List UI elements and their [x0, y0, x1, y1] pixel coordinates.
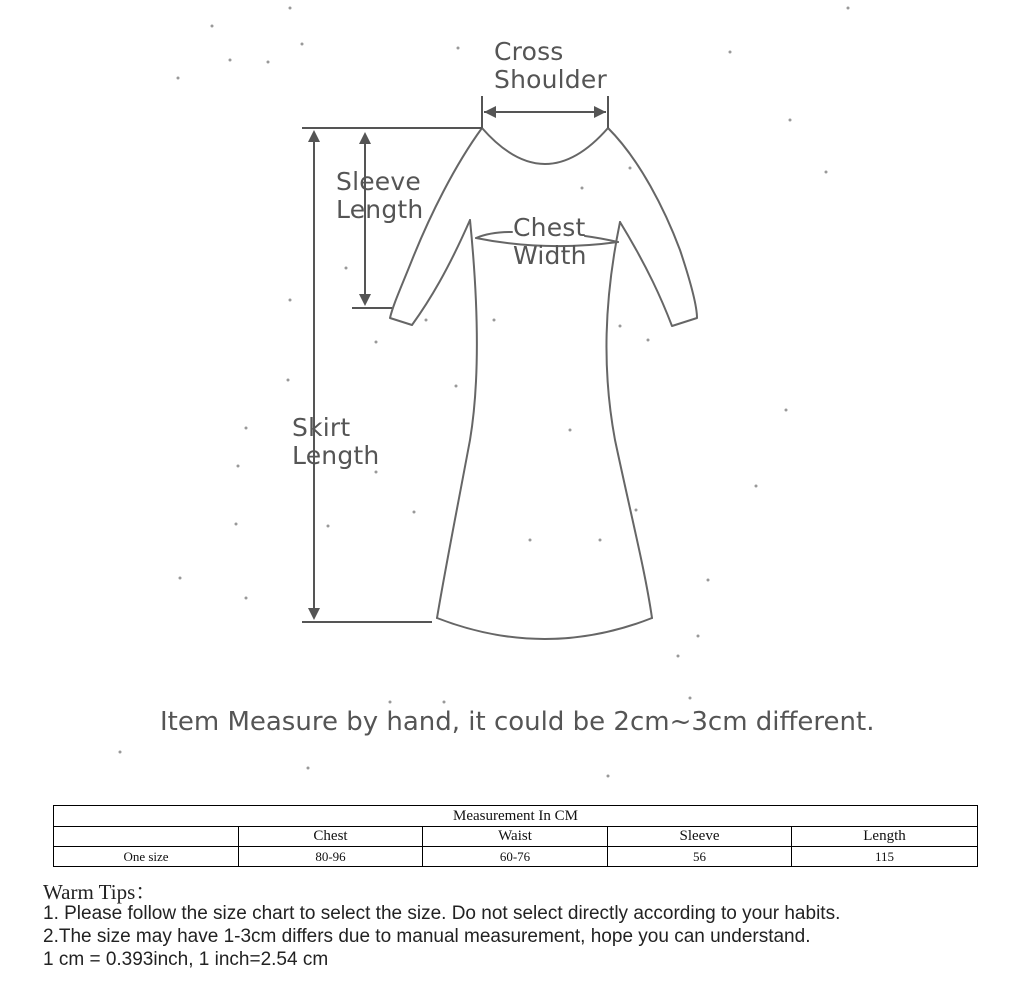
cell-length: 115	[792, 847, 978, 867]
sleeve-length-label-line-2: Length	[336, 195, 424, 224]
table-row	[54, 847, 978, 867]
cell-chest: 80-96	[239, 847, 423, 867]
body-left-side	[437, 220, 477, 618]
sleeve-length-label	[336, 168, 423, 224]
header-cell-length: Length	[792, 827, 978, 847]
tip-line-2: 2.The size may have 1-3cm differs due to manual measurement, hope you can understand.	[43, 926, 811, 947]
right-sleeve	[608, 128, 697, 326]
size-table-caption-row	[54, 806, 978, 827]
sleeve-length-arrow-top	[359, 132, 371, 144]
neckline	[482, 128, 608, 164]
cell-sleeve: 56	[608, 847, 792, 867]
size-table-caption: Measurement In CM	[54, 806, 978, 827]
tip-line-3: 1 cm = 0.393inch, 1 inch=2.54 cm	[43, 949, 329, 970]
size-table-header-row	[54, 827, 978, 847]
cross-shoulder-label	[494, 38, 607, 94]
cross-shoulder-label-line-1: Cross	[494, 37, 564, 66]
tip-line-1: 1. Please follow the size chart to select the size. Do not select directly according to your habits.	[43, 903, 841, 924]
skirt-length-label	[292, 414, 379, 470]
cross-shoulder-label-line-2: Shoulder	[494, 65, 607, 94]
body-right-side	[606, 222, 652, 618]
size-table	[53, 805, 978, 867]
cross-shoulder-arrow-right	[594, 106, 606, 118]
sleeve-length-label-line-1: Sleeve	[336, 167, 421, 196]
left-sleeve	[390, 128, 482, 325]
measurement-note: Item Measure by hand, it could be 2cm~3cm different.	[160, 707, 875, 737]
chest-width-label	[513, 214, 587, 270]
skirt-length-arrow-bottom	[308, 608, 320, 620]
skirt-length-label-line-2: Length	[292, 441, 380, 470]
header-cell-waist: Waist	[423, 827, 608, 847]
header-cell-chest: Chest	[239, 827, 423, 847]
warm-tips-title: Warm Tips：	[43, 880, 157, 904]
skirt-length-label-line-1: Skirt	[292, 413, 351, 442]
header-cell-blank	[54, 827, 239, 847]
hem	[437, 618, 652, 639]
cell-size: One size	[54, 847, 239, 867]
chest-width-label-line-2: Width	[513, 241, 587, 270]
sleeve-length-arrow-bottom	[359, 294, 371, 306]
cross-shoulder-arrow-left	[484, 106, 496, 118]
header-cell-sleeve: Sleeve	[608, 827, 792, 847]
chest-width-label-line-1: Chest	[513, 213, 586, 242]
cell-waist: 60-76	[423, 847, 608, 867]
skirt-length-arrow-top	[308, 130, 320, 142]
